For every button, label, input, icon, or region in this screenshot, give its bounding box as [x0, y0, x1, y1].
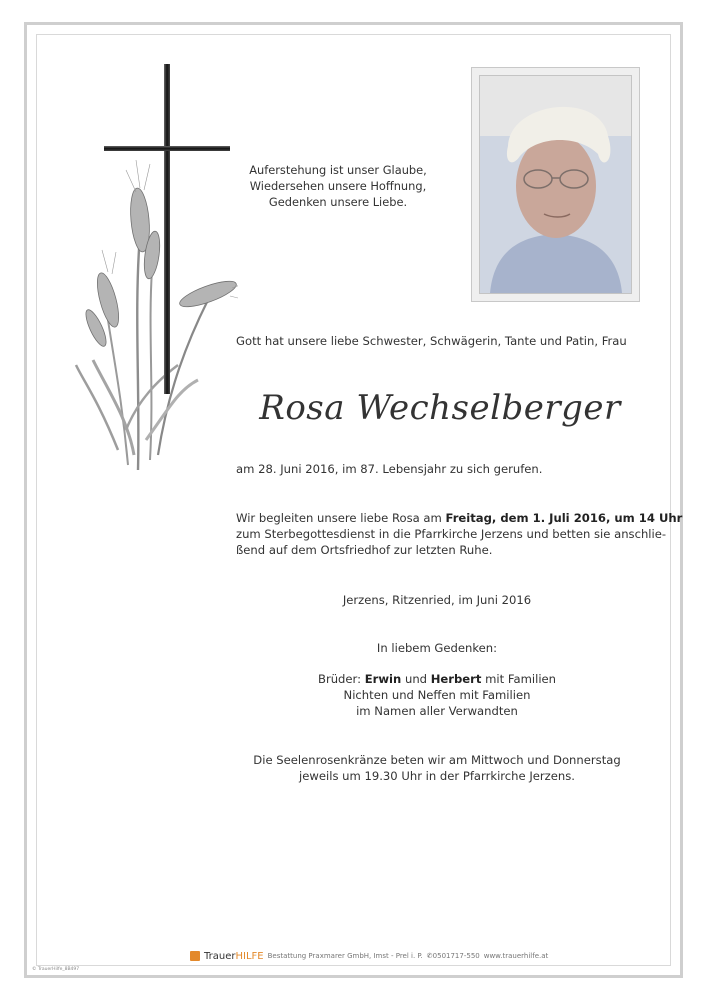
- motto-line: Wiedersehen unsere Hoffnung,: [249, 179, 427, 193]
- company-info: Bestattung Praxmarer GmbH, Imst - Prel i. P.: [267, 952, 423, 960]
- brother-name: Erwin: [364, 672, 402, 686]
- portrait-frame: [471, 67, 640, 302]
- called-home-text: am 28. Juni 2016, im 87. Lebensjahr zu sich gerufen.: [236, 462, 543, 476]
- brothers-line: [236, 671, 638, 687]
- funeral-intro: Wir begleiten unsere liebe Rosa am: [236, 511, 446, 525]
- cross-wheat-emblem: [68, 60, 238, 485]
- print-id: © TrauerHilfe_8B497: [32, 967, 80, 972]
- brothers-prefix: Brüder:: [317, 672, 365, 686]
- cross-vertical-beam: [164, 64, 170, 394]
- trauerhilfe-logo-text: TrauerHILFE: [204, 950, 264, 962]
- nieces-nephews-line: Nichten und Neffen mit Familien: [343, 688, 531, 702]
- rosary-line-1: Die Seelenrosenkränze beten wir am Mittwoch und Donnerstag: [253, 753, 621, 767]
- funeral-notice: [236, 510, 683, 558]
- wheat-stalks: [76, 235, 208, 470]
- memory-heading: [236, 640, 638, 656]
- funeral-date-time: Freitag, dem 1. Juli 2016, um 14 Uhr: [445, 511, 683, 525]
- motto-line: Auferstehung ist unser Glaube,: [249, 163, 427, 177]
- relatives-line: im Namen aller Verwandten: [356, 704, 518, 718]
- rosary-notice: [236, 752, 638, 784]
- website-link[interactable]: www.trauerhilfe.at: [483, 952, 549, 960]
- trauerhilfe-logo-icon: [190, 951, 200, 961]
- brother-name: Herbert: [430, 672, 482, 686]
- footer: [190, 948, 548, 964]
- funeral-line-2: zum Sterbegottesdienst in die Pfarrkirche Jerzens und betten sie anschlie-: [236, 527, 667, 541]
- wheat-ears: [82, 187, 238, 348]
- motto-line: Gedenken unsere Liebe.: [268, 195, 408, 209]
- motto-verse: [238, 162, 438, 210]
- funeral-line-1: [236, 510, 683, 526]
- phone-number: ✆0501717-550: [426, 952, 480, 960]
- portrait-image: [480, 76, 631, 293]
- place-date-text: Jerzens, Ritzenried, im Juni 2016: [342, 593, 532, 607]
- memory-heading-text: In liebem Gedenken:: [376, 641, 498, 655]
- brothers-suffix: mit Familien: [481, 672, 557, 686]
- place-date: [236, 592, 638, 608]
- deceased-name: Rosa Wechselberger: [259, 388, 621, 428]
- conjunction: und: [401, 672, 431, 686]
- portrait-photo: [479, 75, 632, 294]
- rosary-line-2: jeweils um 19.30 Uhr in der Pfarrkirche Jerzens.: [299, 769, 575, 783]
- cross-horizontal-beam: [104, 146, 230, 151]
- mourners-list: [236, 671, 638, 719]
- announcement-text: Gott hat unsere liebe Schwester, Schwägerin, Tante und Patin, Frau: [236, 334, 627, 348]
- funeral-line-3: ßend auf dem Ortsfriedhof zur letzten Ruhe.: [236, 543, 493, 557]
